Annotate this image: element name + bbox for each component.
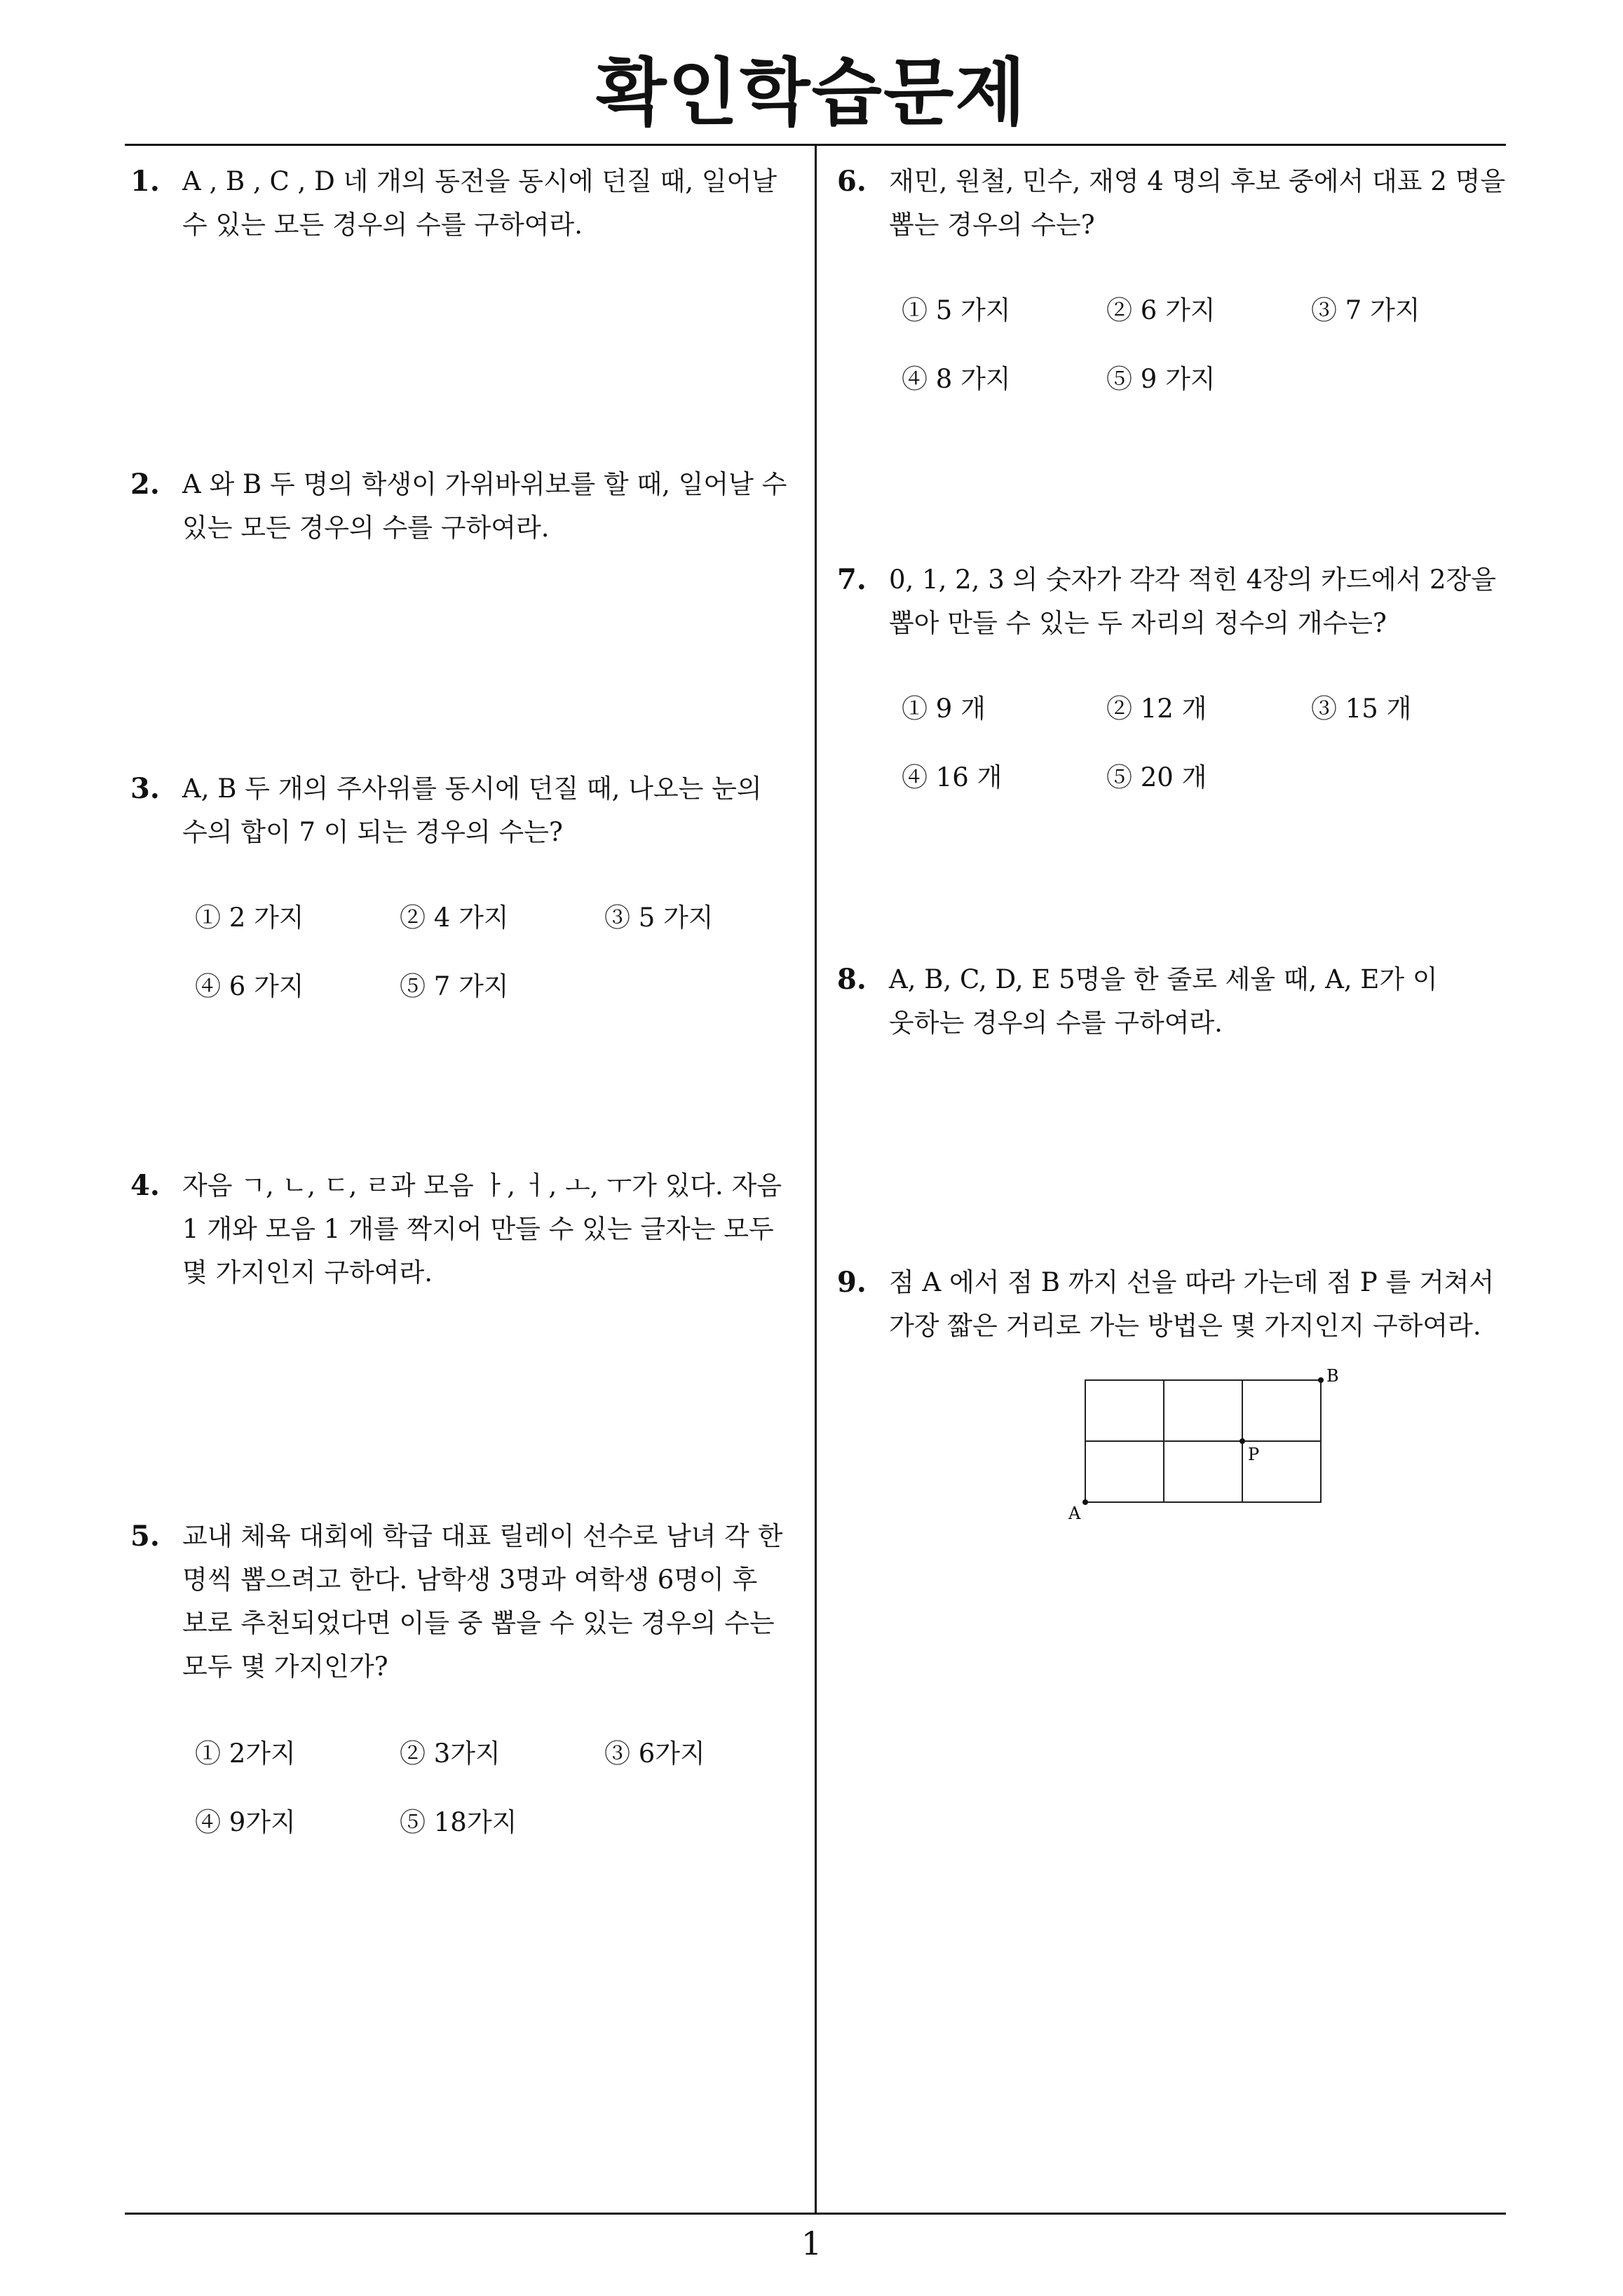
question-line: A 와 B 두 명의 학생이 가위바위보를 할 때, 일어날 수 [182,469,787,499]
question-line: 있는 모든 경우의 수를 구하여라. [182,513,550,543]
question-line: A, B 두 개의 주사위를 동시에 던질 때, 나오는 눈의 [182,774,762,804]
choice-4[interactable]: ④ 16 개 [902,762,1003,792]
choice-1[interactable]: ① 5 가지 [902,295,1011,325]
choice-1[interactable]: ① 9 개 [902,694,986,724]
question-line: 모두 몇 가지인가? [182,1652,388,1682]
choice-1[interactable]: ① 2가지 [195,1738,296,1769]
question-line: 보로 추천되었다면 이들 중 뽑을 수 있는 경우의 수는 [182,1608,775,1638]
question-text [182,1164,782,1295]
question-number: 9. [837,1266,867,1299]
question-line: 점 A 에서 점 B 까지 선을 따라 가는데 점 P 를 거쳐서 [889,1267,1495,1297]
question-number: 4. [130,1169,160,1202]
point-a-label: A [1068,1504,1081,1523]
choice-5[interactable]: ⑤ 20 개 [1106,762,1207,792]
choice-3[interactable]: ③ 6가지 [604,1738,705,1769]
question-text [182,160,777,247]
question-line: 0, 1, 2, 3 의 숫자가 각각 적힌 4장의 카드에서 2장을 [889,565,1497,595]
choice-5[interactable]: ⑤ 9 가지 [1106,364,1216,394]
choice-4[interactable]: ④ 9가지 [195,1807,296,1837]
question-line: 뽑아 만들 수 있는 두 자리의 정수의 개수는? [889,608,1387,638]
question-5 [130,1515,810,1865]
question-number: 5. [130,1520,160,1553]
page-number: 1 [801,2224,822,2262]
point-b-label: B [1326,1368,1339,1386]
question-6 [837,160,1510,412]
choice-3[interactable]: ③ 15 개 [1311,694,1412,724]
question-line: 1 개와 모음 1 개를 짝지어 만들 수 있는 글자는 모두 [182,1214,774,1244]
question-number: 7. [837,563,867,596]
point-p-dot [1240,1438,1245,1444]
question-line: 명씩 뽑으려고 한다. 남학생 3명과 여학생 6명이 후 [182,1565,758,1595]
bottom-rule [125,2213,1506,2215]
choice-2[interactable]: ② 6 가지 [1106,295,1216,325]
choice-3[interactable]: ③ 5 가지 [604,903,714,933]
question-text [889,160,1505,247]
question-text [889,1261,1494,1348]
choice-5[interactable]: ⑤ 18가지 [400,1807,517,1837]
question-9 [837,1261,1510,1359]
question-text [182,767,762,854]
question-line: 수의 합이 7 이 되는 경우의 수는? [182,817,563,847]
question-line: 수 있는 모든 경우의 수를 구하여라. [182,210,583,240]
question-line: A, B, C, D, E 5명을 한 줄로 세울 때, A, E가 이 [889,964,1438,994]
question-4 [130,1164,810,1304]
question-number: 1. [130,165,160,198]
grid-figure [1059,1368,1353,1529]
question-line: 뽑는 경우의 수는? [889,210,1095,240]
question-number: 6. [837,165,867,198]
question-text [182,1515,782,1689]
question-2 [130,463,810,561]
question-line: 가장 짧은 거리로 가는 방법은 몇 가지인지 구하여라. [889,1311,1481,1341]
choice-2[interactable]: ② 4 가지 [400,903,509,933]
choice-4[interactable]: ④ 8 가지 [902,364,1011,394]
choice-2[interactable]: ② 3가지 [400,1738,501,1769]
question-text [182,463,787,550]
question-8 [837,958,1510,1056]
question-text [889,958,1438,1045]
column-divider [815,145,817,2214]
choice-1[interactable]: ① 2 가지 [195,903,304,933]
choice-5[interactable]: ⑤ 7 가지 [400,971,509,1001]
question-line: 재민, 원철, 민수, 재영 4 명의 후보 중에서 대표 2 명을 [889,166,1506,196]
choice-3[interactable]: ③ 7 가지 [1311,295,1420,325]
question-number: 8. [837,963,867,996]
choice-2[interactable]: ② 12 개 [1106,694,1207,724]
question-number: 3. [130,772,160,805]
grid-lines [1085,1380,1321,1502]
question-number: 2. [130,468,160,501]
point-p-label: P [1248,1445,1260,1464]
question-7 [837,558,1510,811]
point-b-dot [1318,1377,1324,1383]
point-a-dot [1082,1499,1088,1505]
question-text [889,558,1496,645]
question-line: 자음 ㄱ, ㄴ, ㄷ, ㄹ과 모음 ㅏ, ㅓ, ㅗ, ㅜ가 있다. 자음 [182,1170,782,1201]
question-line: 교내 체육 대회에 학급 대표 릴레이 선수로 남녀 각 한 [182,1521,783,1551]
question-line: 몇 가지인지 구하여라. [182,1257,433,1288]
choice-4[interactable]: ④ 6 가지 [195,971,304,1001]
question-line: 웃하는 경우의 수를 구하여라. [889,1008,1223,1038]
question-1 [130,160,810,258]
page-title: 확인학습문제 [596,50,1027,135]
question-line: A , B , C , D 네 개의 동전을 동시에 던질 때, 일어날 [182,166,777,196]
question-3 [130,767,810,1020]
